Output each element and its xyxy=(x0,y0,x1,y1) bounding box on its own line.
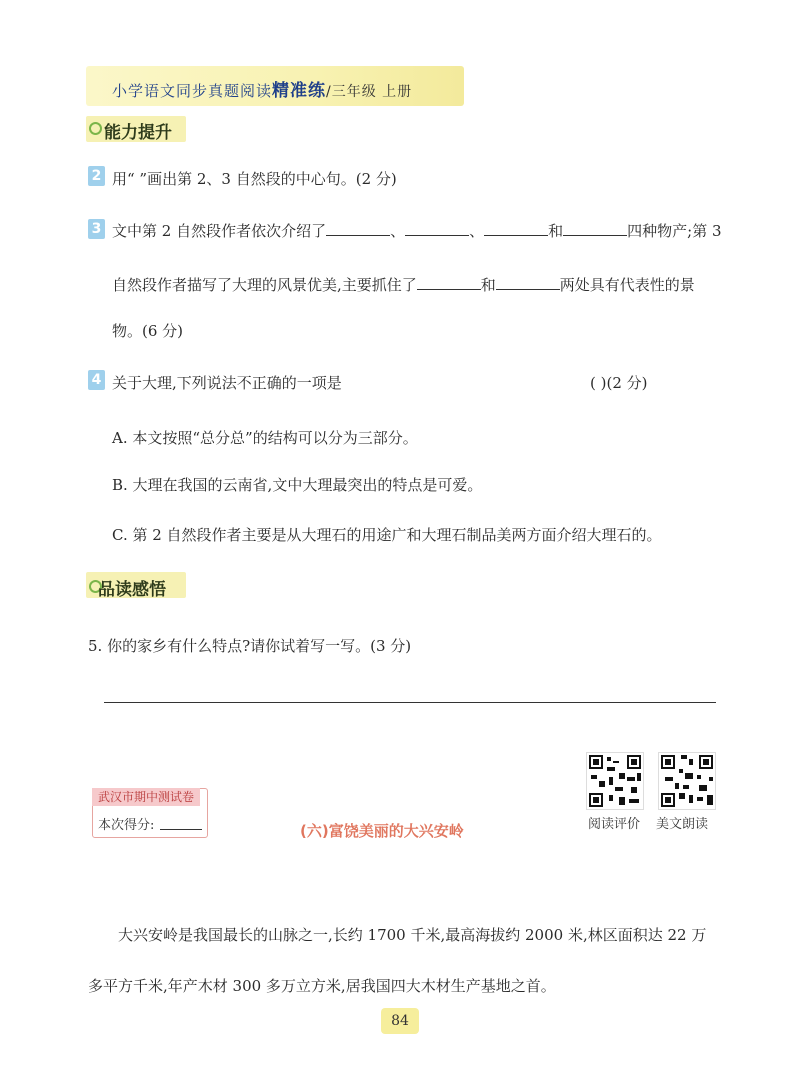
question-3-line-3: 物。(6 分) xyxy=(112,322,184,340)
question-3-line-1 xyxy=(112,220,722,241)
series-emphasis: 精准练 xyxy=(272,81,327,101)
q3-text-b: 四种物产;第 3 xyxy=(627,222,722,240)
question-3-line-2 xyxy=(112,274,695,295)
answer-blank[interactable] xyxy=(563,221,627,236)
answer-blank[interactable] xyxy=(484,221,548,236)
separator: 、 xyxy=(390,222,406,240)
q3-text-c: 自然段作者描写了大理的风景优美,主要抓住了 xyxy=(112,276,417,294)
question-4-answer-box[interactable]: ( )(2 分) xyxy=(590,374,648,392)
page-number: 84 xyxy=(381,1008,419,1034)
answer-line[interactable] xyxy=(104,702,716,703)
series-name: 小学语文同步真题阅读 xyxy=(112,82,273,100)
answer-blank[interactable] xyxy=(417,275,481,290)
test-tag: 武汉市期中测试卷 xyxy=(92,788,200,806)
question-5-text: 5. 你的家乡有什么特点?请你试着写一写。(3 分) xyxy=(88,637,412,655)
grade-label: /三年级 上册 xyxy=(326,84,413,100)
article-title: (六)富饶美丽的大兴安岭 xyxy=(300,822,464,840)
qr-caption-article-reading: 美文朗读 xyxy=(656,817,709,832)
question-number-3: 3 xyxy=(88,219,105,239)
section-dot-icon xyxy=(89,122,102,135)
question-number-2: 2 xyxy=(88,166,105,186)
q3-text-a: 文中第 2 自然段作者依次介绍了 xyxy=(112,222,327,240)
section-title-ability: 能力提升 xyxy=(104,123,172,143)
qr-code-icon xyxy=(587,753,643,809)
answer-blank[interactable] xyxy=(496,275,560,290)
answer-blank[interactable] xyxy=(326,221,390,236)
option-a[interactable]: A. 本文按照“总分总”的结构可以分为三部分。 xyxy=(112,429,418,447)
qr-code-reading-review[interactable] xyxy=(586,752,644,810)
answer-blank[interactable] xyxy=(405,221,469,236)
body-paragraph-line-1: 大兴安岭是我国最长的山脉之一,长约 1700 千米,最高海拔约 2000 米,林区面积达 22 万 xyxy=(118,926,707,944)
qr-code-article-reading[interactable] xyxy=(658,752,716,810)
question-4-text: 关于大理,下列说法不正确的一项是 xyxy=(112,374,342,392)
qr-caption-reading-review: 阅读评价 xyxy=(588,817,641,832)
option-c[interactable]: C. 第 2 自然段作者主要是从大理石的用途广和大理石制品美两方面介绍大理石的。 xyxy=(112,526,662,544)
score-label: 本次得分: xyxy=(98,818,155,833)
body-paragraph-line-2: 多平方千米,年产木材 300 多万立方米,居我国四大木材生产基地之首。 xyxy=(88,977,556,995)
question-2-text: 用“ ”画出第 2、3 自然段的中心句。(2 分) xyxy=(112,170,397,188)
section-title-appreciation: 品读感悟 xyxy=(98,580,166,600)
question-number-4: 4 xyxy=(88,370,105,390)
series-title xyxy=(112,76,412,101)
separator: 、 xyxy=(469,222,485,240)
score-blank[interactable] xyxy=(160,829,202,830)
qr-code-icon xyxy=(659,753,715,809)
conjunction: 和 xyxy=(480,276,496,294)
q3-text-d: 两处具有代表性的景 xyxy=(559,276,695,294)
conjunction: 和 xyxy=(548,222,564,240)
option-b[interactable]: B. 大理在我国的云南省,文中大理最突出的特点是可爱。 xyxy=(112,476,483,494)
